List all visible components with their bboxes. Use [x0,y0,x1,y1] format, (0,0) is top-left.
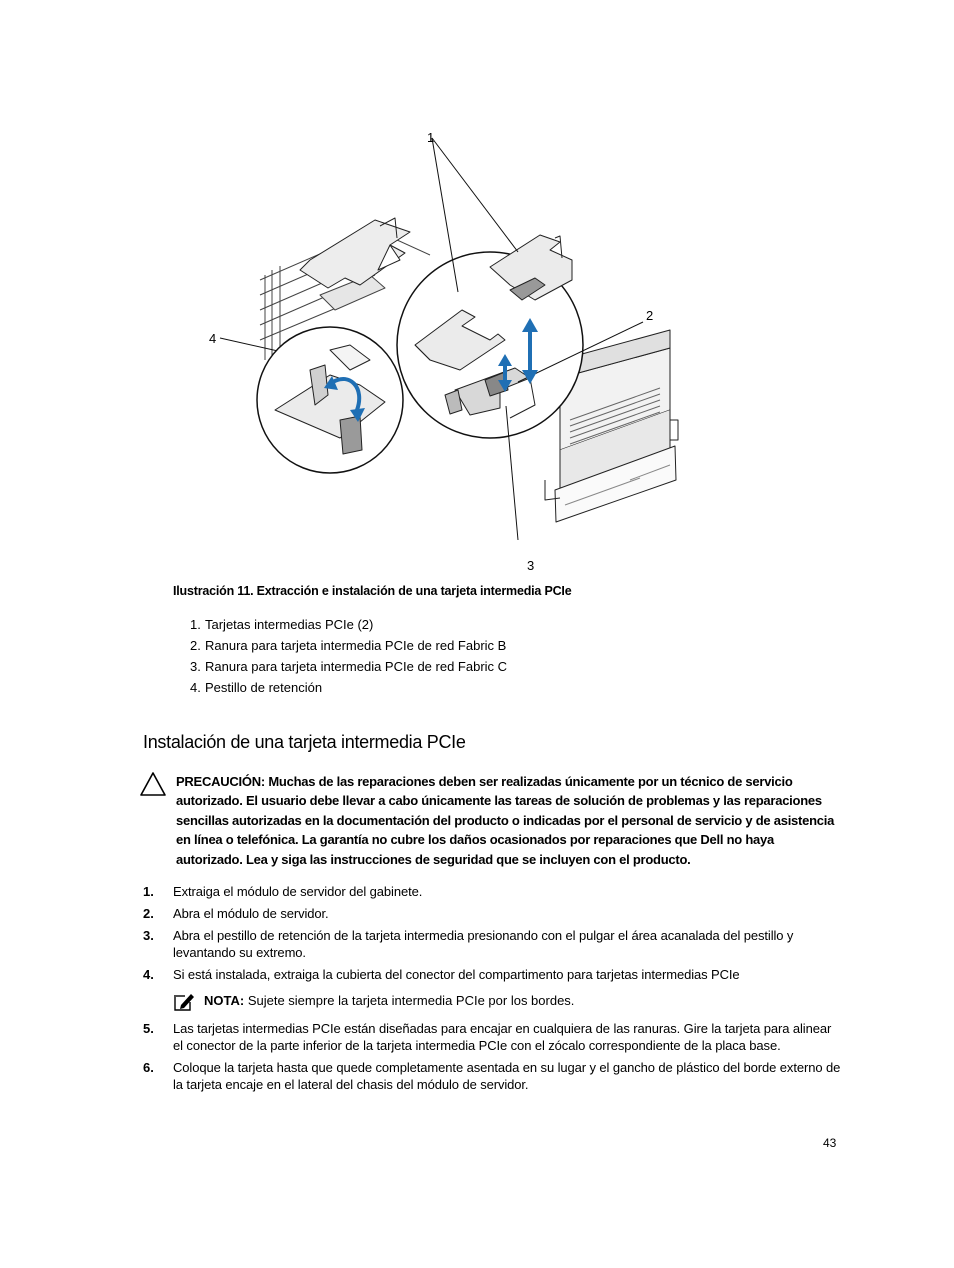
callout-4: 4 [209,331,217,346]
figure-caption: Ilustración 11. Extracción e instalación de una tarjeta intermedia PCIe [173,584,572,598]
note-pencil-icon [173,992,195,1012]
legend-item: 3. Ranura para tarjeta intermedia PCIe de red Fabric C [190,659,508,674]
pcie-mezzanine-illustration [200,120,680,580]
callout-3: 3 [527,558,535,573]
section-heading: Instalación de una tarjeta intermedia PCIe [143,732,466,752]
caution-triangle-icon [139,771,167,797]
note-text: NOTA: Sujete siempre la tarjeta intermedia PCIe por los bordes. [204,993,575,1008]
page-number: 43 [823,1136,837,1150]
note-label: NOTA: [204,993,245,1008]
caution-text: PRECAUCIÓN: Muchas de las reparaciones deben ser realizadas únicamente por un técnico de servicio autorizado. El usuario debe llevar a cabo únicamente las tareas de solución de problemas y las reparaciones sencillas autorizadas en la documentación del producto o indicadas por el personal de servicio y de asistencia en línea o telefónica. La garantía no cubre los daños ocasionados por reparaciones que Dell no haya autorizado. Lea y siga las instrucciones de seguridad que se incluyen con el producto. [176,774,835,867]
figure-legend [190,614,507,698]
callout-2: 2 [646,308,654,323]
legend-item: 4. Pestillo de retención [190,680,323,695]
legend-item: 1. Tarjetas intermedias PCIe (2) [190,617,374,632]
legend-item: 2. Ranura para tarjeta intermedia PCIe de red Fabric B [190,638,507,653]
callout-1: 1 [427,130,435,145]
